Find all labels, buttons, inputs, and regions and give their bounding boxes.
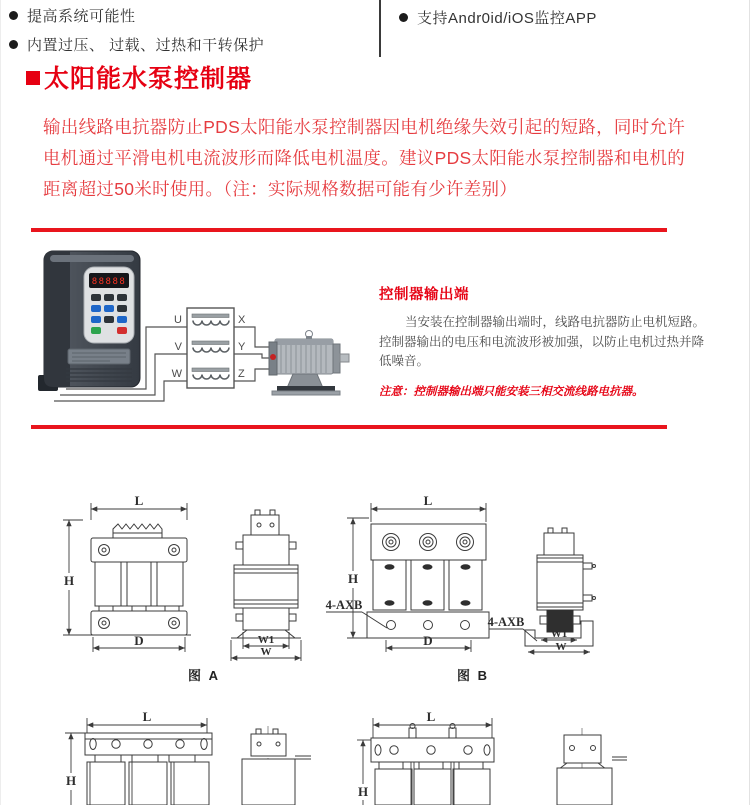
feature-list-right — [399, 7, 597, 36]
feature-text: 支持Andr0id/iOS监控APP — [417, 10, 597, 27]
reactor-box — [187, 308, 234, 388]
connection-diagram — [36, 245, 371, 415]
inverter-display-readout: 88888 — [91, 277, 127, 287]
output-body-line: 控制器输出的电压和电流波形被加强，以防止电机过热并降 — [379, 334, 705, 349]
bullet-icon — [9, 40, 18, 49]
motor-indicator-dot — [270, 354, 276, 360]
motor-graphic — [269, 331, 349, 396]
dim-label-w1: W1 — [550, 628, 568, 640]
phase-label-w: W — [171, 368, 182, 380]
phase-label-y: Y — [238, 341, 246, 353]
hole-callout: 4-AXB — [487, 615, 525, 629]
bullet-icon — [9, 11, 18, 20]
dim-label-w: W — [260, 646, 272, 658]
dim-label-h: H — [357, 784, 369, 799]
dim-label-w: W — [555, 641, 567, 653]
bullet-icon — [399, 13, 408, 22]
dim-label-l: L — [423, 493, 433, 508]
intro-paragraph — [43, 112, 727, 205]
phase-label-u: U — [174, 314, 182, 326]
controller-output-panel — [379, 283, 721, 399]
dim-label-l: L — [426, 709, 436, 724]
list-item — [9, 34, 264, 55]
output-heading: 控制器输出端 — [379, 287, 469, 303]
red-rule-top — [31, 228, 667, 232]
dim-label-l: L — [134, 493, 144, 508]
section-header — [26, 59, 252, 95]
figure-a — [63, 493, 301, 683]
dim-label-d: D — [134, 633, 144, 648]
figure-b — [326, 493, 596, 683]
dim-label-d: D — [423, 633, 433, 648]
phase-label-z: Z — [238, 368, 245, 380]
dim-label-l: L — [142, 709, 152, 724]
hole-callout: 4-AXB — [325, 598, 363, 612]
feature-list-left — [9, 5, 264, 63]
output-body-line: 低噪音。 — [379, 354, 430, 368]
dimension-drawings — [1, 478, 750, 805]
dim-label-h: H — [65, 773, 77, 788]
motor-shaft — [340, 354, 349, 362]
list-item — [9, 5, 264, 26]
intro-line: 距离超过50米时使用。（注：实际规格数据可能有少许差别） — [43, 179, 518, 199]
square-bullet-icon — [26, 71, 40, 85]
figure-a-caption: 图 A — [187, 668, 221, 683]
intro-line: 输出线路电抗器防止PDS太阳能水泵控制器因电机绝缘失效引起的短路，同时允许 — [43, 117, 686, 137]
feature-text: 提高系统可能性 — [27, 8, 136, 25]
red-rule-bottom — [31, 425, 667, 429]
inverter-graphic — [38, 251, 140, 391]
phase-label-x: X — [238, 314, 246, 326]
dim-label-w1: W1 — [257, 634, 275, 646]
feature-list-section — [1, 0, 749, 58]
intro-line: 电机通过平滑电机电流波形而降低电机温度。建议PDS太阳能水泵控制器和电机的 — [43, 148, 686, 168]
dim-label-h: H — [347, 571, 359, 586]
output-note: 注意：控制器输出端只能安装三相交流线路电抗器。 — [379, 385, 644, 398]
figure-d — [357, 709, 627, 805]
page-title: 太阳能水泵控制器 — [44, 65, 253, 93]
column-divider — [379, 0, 381, 57]
figure-c — [65, 709, 311, 805]
phase-label-v: V — [174, 341, 182, 353]
output-body-line: 当安装在控制器输出端时，线路电抗器防止电机短路。 — [405, 315, 706, 329]
list-item — [399, 7, 597, 28]
output-body — [379, 313, 721, 372]
feature-text: 内置过压、 过载、过热和干转保护 — [27, 37, 265, 54]
figure-b-caption: 图 B — [456, 668, 490, 683]
dim-label-h: H — [63, 573, 75, 588]
